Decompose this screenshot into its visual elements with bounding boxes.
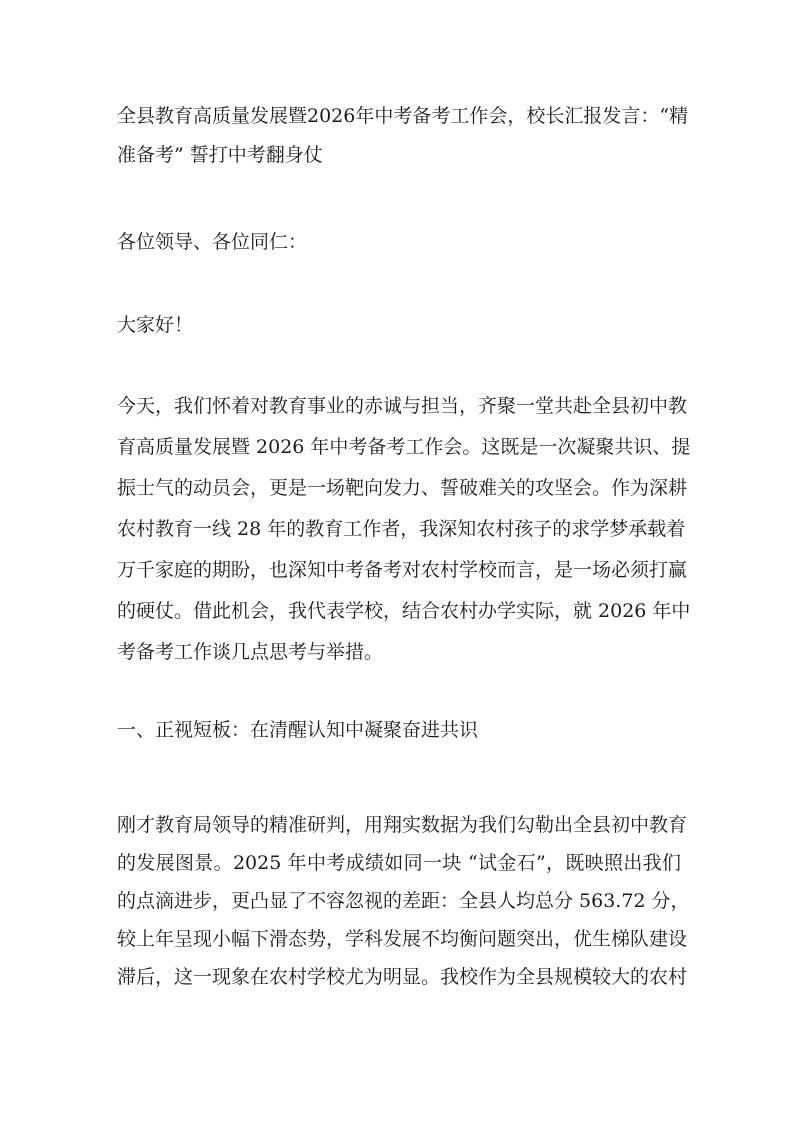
salutation: 各位领导、各位同仁： <box>117 231 308 253</box>
intro-paragraph-line-5: 万千家庭的期盼，也深知中考备考对农村学校而言，是一场必须打赢 <box>117 559 688 581</box>
intro-paragraph-line-2: 育高质量发展暨 2026 年中考备考工作会。这既是一次凝聚共识、提 <box>117 436 691 458</box>
section-1-paragraph-line-1: 刚才教育局领导的精准研判，用翔实数据为我们勾勒出全县初中教育 <box>117 814 688 836</box>
section-1-heading: 一、正视短板：在清醒认知中凝聚奋进共识 <box>117 719 479 741</box>
greeting: 大家好！ <box>117 314 194 336</box>
intro-paragraph-line-6: 的硬仗。借此机会，我代表学校，结合农村办学实际，就 2026 年中 <box>117 600 691 622</box>
document-title-line-1: 全县教育高质量发展暨2026年中考备考工作会，校长汇报发言：“精 <box>117 105 689 127</box>
section-1-paragraph-line-2: 的发展图景。2025 年中考成绩如同一块 “试金石”，既映照出我们 <box>117 852 681 874</box>
section-1-paragraph-line-3: 的点滴进步，更凸显了不容忽视的差距：全县人均总分 563.72 分， <box>117 890 690 912</box>
intro-paragraph-line-3: 振士气的动员会，更是一场靶向发力、誓破难关的攻坚会。作为深耕 <box>117 477 688 499</box>
intro-paragraph-line-7: 考备考工作谈几点思考与举措。 <box>117 641 384 663</box>
document-title-line-2: 准备考” 誓打中考翻身仗 <box>117 144 323 166</box>
section-1-paragraph-line-5: 滞后，这一现象在农村学校尤为明显。我校作为全县规模较大的农村 <box>117 966 688 988</box>
section-1-paragraph-line-4: 较上年呈现小幅下滑态势，学科发展不均衡问题突出，优生梯队建设 <box>117 928 688 950</box>
intro-paragraph-line-1: 今天，我们怀着对教育事业的赤诚与担当，齐聚一堂共赴全县初中教 <box>117 395 688 417</box>
intro-paragraph-line-4: 农村教育一线 28 年的教育工作者，我深知农村孩子的求学梦承载着 <box>117 518 686 540</box>
